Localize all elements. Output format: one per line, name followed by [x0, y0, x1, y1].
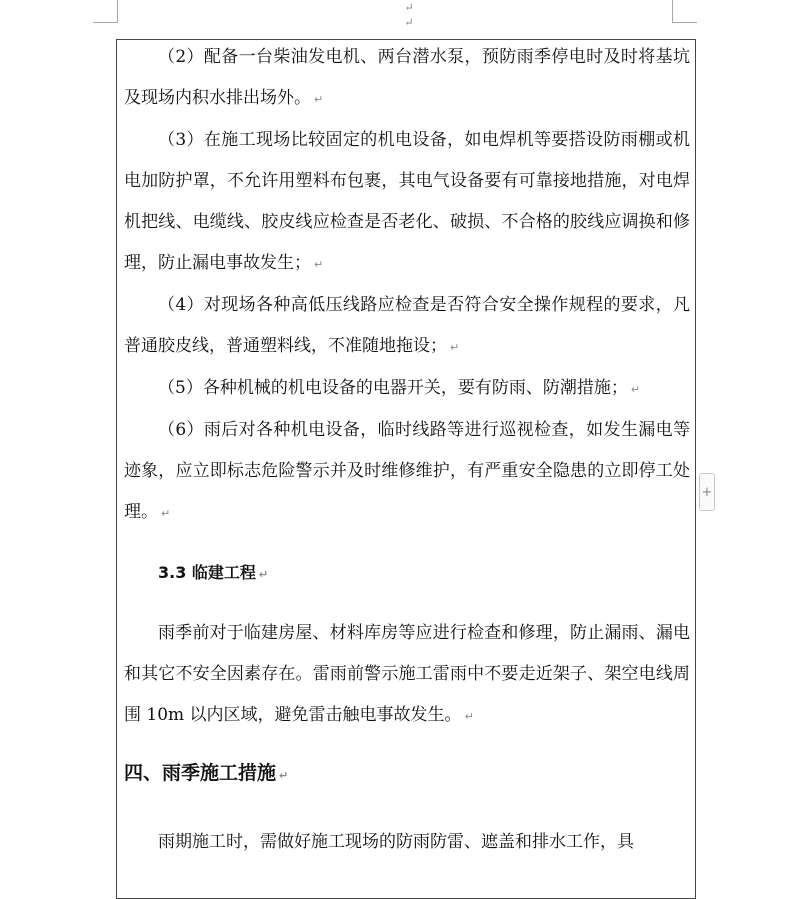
paragraph-mark: ↵: [279, 769, 289, 782]
paragraph-mark: ↵: [404, 1, 414, 14]
section-paragraph[interactable]: 雨季前对于临建房屋、材料库房等应进行检查和修理，防止漏雨、漏电和其它不安全因素存在。雷雨前警示施工雷雨中不要走近架子、架空电线周围 10m 以内区域，避免雷击触电事故发生。 ↵: [124, 623, 690, 725]
paragraph-item-3[interactable]: （3）在施工现场比较固定的机电设备，如电焊机等要搭设防雨棚或机电加防护罩，不允许用塑料布包裹，其电气设备要有可靠接地措施，对电焊机把线、电缆线、胶皮线应检查是否老化、破损、不合格的胶线应调换和修理，防止漏电事故发生； ↵: [124, 130, 690, 273]
paragraph-mark: ↵: [630, 383, 641, 396]
paragraph-mark: ↵: [314, 93, 324, 106]
paragraph-item-2[interactable]: （2）配备一台柴油发电机、两台潜水泵，预防雨季停电时及时将基坑及现场内积水排出场外。 ↵: [124, 47, 690, 108]
paragraph-mark: ↵: [450, 341, 460, 354]
top-paragraph-marks: [402, 0, 416, 30]
paragraph-mark: ↵: [258, 568, 269, 581]
document-body[interactable]: [124, 37, 690, 863]
paragraph-mark: ↵: [161, 507, 171, 520]
paragraph-item-4[interactable]: （4）对现场各种高低压线路应检查是否符合安全操作规程的要求，凡普通胶皮线，普通塑料线，不准随地拖设； ↵: [124, 295, 690, 356]
chapter-paragraph[interactable]: 雨期施工时，需做好施工现场的防雨防雷、遮盖和排水工作，具: [158, 832, 634, 852]
page-corner-mark-top-right: [672, 0, 697, 23]
add-button[interactable]: +: [699, 473, 715, 511]
paragraph-mark: ↵: [314, 258, 324, 271]
page-corner-mark-top-left: [93, 0, 118, 23]
paragraph-mark: ↵: [464, 710, 474, 723]
paragraph-item-5[interactable]: （5）各种机械的机电设备的电器开关，要有防雨、防潮措施； ↵: [158, 378, 641, 398]
paragraph-item-6[interactable]: （6）雨后对各种机电设备，临时线路等进行巡视检查，如发生漏电等迹象，应立即标志危险警示并及时维修维护，有严重安全隐患的立即停工处理。 ↵: [124, 420, 690, 522]
chapter-heading[interactable]: 四、雨季施工措施 ↵: [124, 762, 289, 784]
section-heading[interactable]: 3.3 临建工程 ↵: [158, 563, 269, 582]
paragraph-mark: ↵: [404, 16, 414, 29]
